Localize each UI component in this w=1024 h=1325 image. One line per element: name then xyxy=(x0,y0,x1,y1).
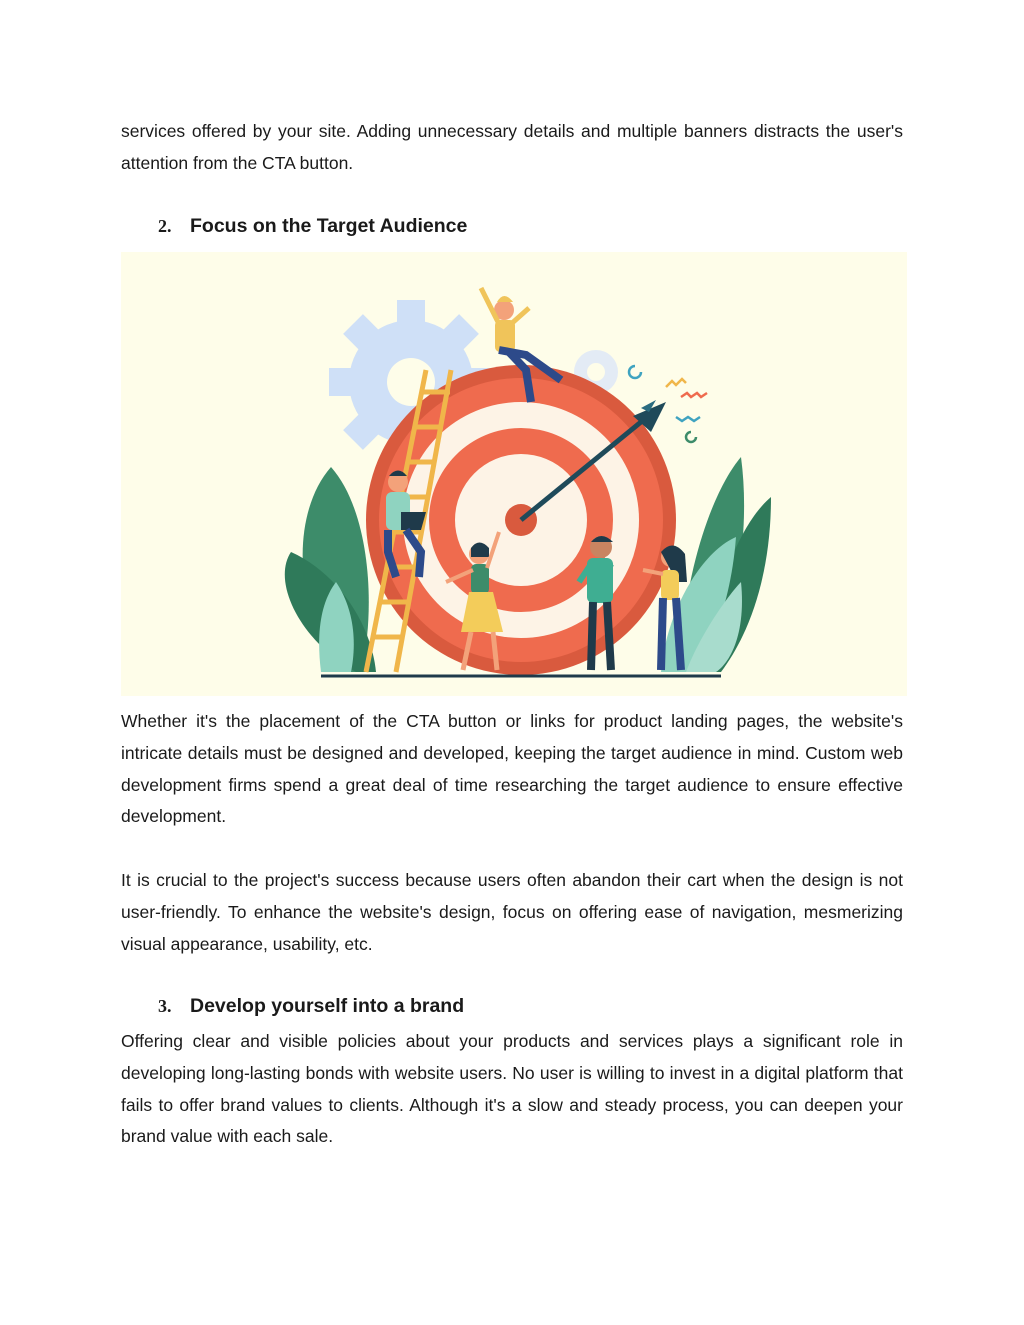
section-2-number: 2. xyxy=(158,216,172,236)
section-3-heading xyxy=(158,995,464,1018)
section-3-number: 3. xyxy=(158,996,172,1016)
brand-paragraph: Offering clear and visible policies about your products and services plays a significant role in developing long-lasting bonds with website users. No user is willing to invest in a digital platform that fails to offer brand values to clients. Although it's a slow and steady process, you can deepen your brand value with each sale. xyxy=(121,1031,903,1147)
section-2-title: Focus on the Target Audience xyxy=(190,215,468,237)
target-audience-illustration xyxy=(121,252,907,696)
intro-continuation-paragraph: services offered by your site. Adding unnecessary details and multiple banners distracts the user's attention from the CTA button. xyxy=(121,121,903,173)
target-audience-paragraph-2: It is crucial to the project's success because users often abandon their cart when the design is not user-friendly. To enhance the website's design, focus on offering ease of navigation, mesmerizing visual appearance, usability, etc. xyxy=(121,870,903,954)
target-audience-paragraph-1: Whether it's the placement of the CTA button or links for product landing pages, the website's intricate details must be designed and developed, keeping the target audience in mind. Custom web development firms spend a great deal of time researching the target audience to ensure effective development. xyxy=(121,711,903,827)
section-2-heading xyxy=(158,215,467,238)
section-3-title: Develop yourself into a brand xyxy=(190,995,465,1017)
